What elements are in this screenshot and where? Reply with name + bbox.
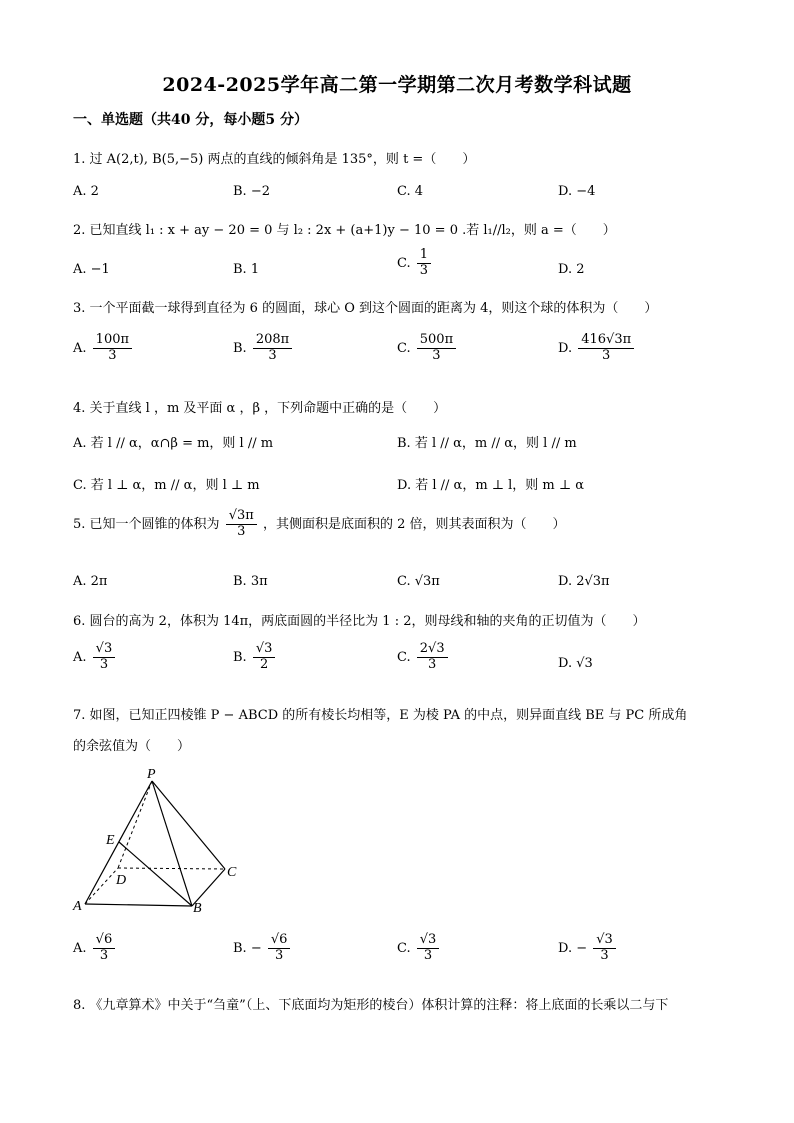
q7-option-a: A. $\frac{√6}{3}$	[73, 933, 117, 964]
q4-option-d: D. 若 l // α，m ⊥ l，则 m ⊥ α	[397, 478, 585, 493]
section-heading: 一、单选题（共40 分，每小题5 分）	[73, 112, 308, 128]
q7-option-c: C. $\frac{√3}{3}$	[397, 933, 441, 964]
q4-option-b: B. 若 l // α，m // α，则 l // m	[397, 436, 577, 451]
label-b: B	[193, 901, 202, 916]
q2-option-b: B. 1	[233, 262, 260, 277]
q1-option-d: D. −4	[558, 184, 596, 199]
q2-option-a: A. −1	[73, 262, 110, 277]
label-p: P	[147, 767, 156, 782]
q6-option-d: D. √3	[558, 656, 593, 671]
q4-option-c: C. 若 l ⊥ α，m // α，则 l ⊥ m	[73, 478, 260, 493]
question-2: 2. 已知直线 l₁ : x + ay − 20 = 0 与 l₂ : 2x + (a+1)y − 10 = 0 .若 l₁//l₂，则 a =（ ）	[73, 223, 616, 238]
question-7-line-1: 7. 如图，已知正四棱锥 P − ABCD 的所有棱长均相等，E 为棱 PA 的中点，则异面直线 BE 与 PC 所成角	[73, 708, 688, 723]
q6-option-a: A. $\frac{√3}{3}$	[73, 642, 117, 673]
q3-option-a: A. $\frac{100\pi}{3}$	[73, 333, 134, 364]
q1-option-b: B. −2	[233, 184, 270, 199]
question-4: 4. 关于直线 l ，m 及平面 α ，β ，下列命题中正确的是（ ）	[73, 401, 447, 416]
question-6: 6. 圆台的高为 2，体积为 14π，两底面圆的半径比为 1 : 2，则母线和轴的夹角的正切值为（ ）	[73, 614, 646, 629]
q6-option-b: B. $\frac{√3}{2}$	[233, 642, 277, 673]
q1-option-c: C. 4	[397, 184, 424, 199]
q7-option-b: B. − $\frac{√6}{3}$	[233, 933, 292, 964]
q3-option-b: B. $\frac{208\pi}{3}$	[233, 333, 294, 364]
question-7-line-2: 的余弦值为（ ）	[73, 739, 191, 754]
q5-option-d: D. 2√3π	[558, 574, 610, 589]
q1-option-a: A. 2	[73, 184, 99, 199]
q4-option-a: A. 若 l // α，α∩β = m，则 l // m	[73, 436, 274, 451]
q5-option-c: C. √3π	[397, 574, 440, 589]
q3-option-d: D. $\frac{416√3\pi}{3}$	[558, 333, 636, 364]
question-3: 3. 一个平面截一球得到直径为 6 的圆面，球心 O 到这个圆面的距离为 4，则这个球的体积为（ ）	[73, 301, 658, 316]
q7-option-d: D. − $\frac{√3}{3}$	[558, 933, 618, 964]
question-8: 8. 《九章算术》中关于“刍童”（上、下底面均为矩形的棱台）体积计算的注释：将上底面的长乘以二与下	[73, 998, 669, 1013]
pyramid-figure	[60, 760, 260, 920]
label-c: C	[227, 865, 237, 880]
label-e: E	[106, 833, 115, 848]
q2-option-c: C. $\frac{1}{3}$	[397, 248, 433, 279]
q3-option-c: C. $\frac{500\pi}{3}$	[397, 333, 458, 364]
question-1: 1. 过 A(2,t), B(5,−5) 两点的直线的倾斜角是 135°，则 t =（ ）	[73, 152, 476, 167]
question-5: 5. 已知一个圆锥的体积为 $\frac{√3\pi}{3}$ ，其侧面积是底面积的 2 倍，则其表面积为（ ）	[73, 508, 566, 539]
label-d: D	[116, 873, 127, 888]
label-a: A	[73, 899, 82, 914]
q6-option-c: C. $\frac{2√3}{3}$	[397, 642, 450, 673]
q5-option-b: B. 3π	[233, 574, 268, 589]
q2-option-d: D. 2	[558, 262, 585, 277]
page-title: 2024-2025学年高二第一学期第二次月考数学科试题	[162, 74, 632, 96]
q5-option-a: A. 2π	[73, 574, 108, 589]
